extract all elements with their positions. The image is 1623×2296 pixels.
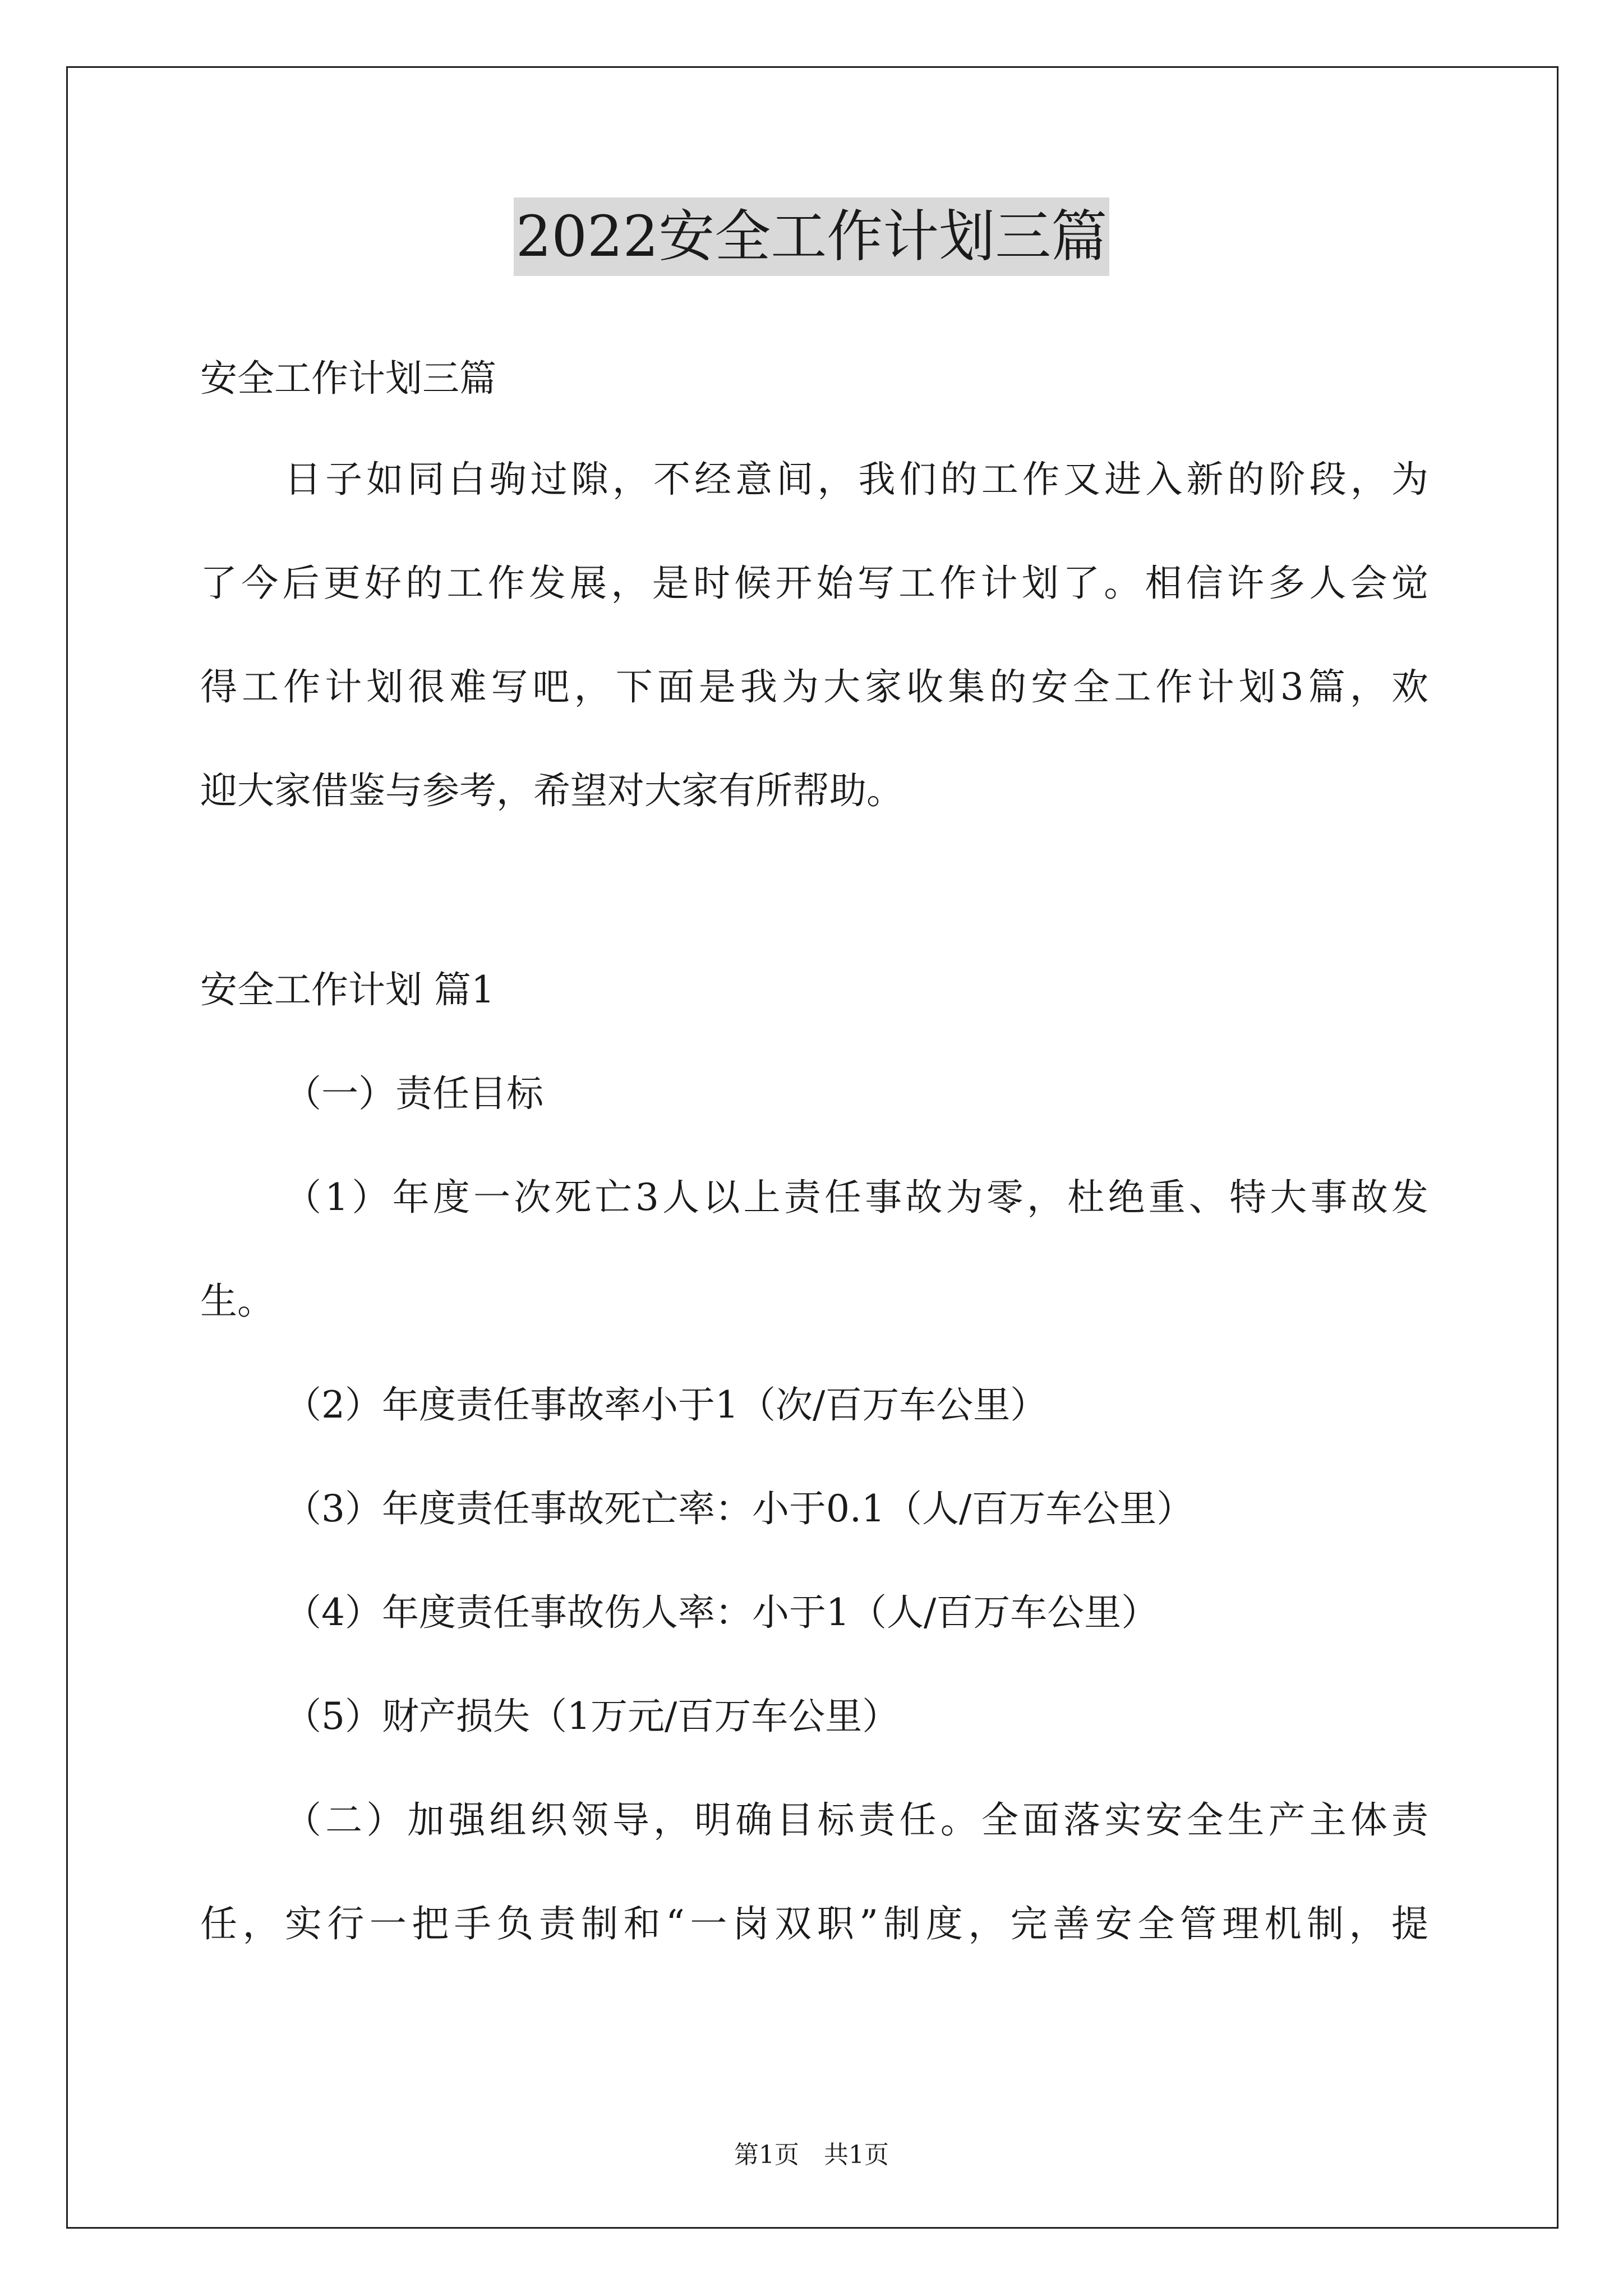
intro-line-2: 了今后更好的工作发展，是时候开始写工作计划了。相信许多人会觉 (200, 562, 1428, 605)
document-title: 2022安全工作计划三篇 (514, 197, 1110, 276)
goal-5: （5）财产损失（1万元/百万车公里） (284, 1695, 900, 1738)
organization-line-2: 任，实行一把手负责制和“一岗双职”制度，完善安全管理机制，提 (200, 1902, 1428, 1945)
responsibility-goal-heading: （一）责任目标 (284, 1072, 543, 1115)
intro-line-3: 得工作计划很难写吧，下面是我为大家收集的安全工作计划3篇，欢 (200, 665, 1428, 708)
title-container (0, 197, 1623, 276)
document-subtitle: 安全工作计划三篇 (200, 357, 496, 400)
goal-2: （2）年度责任事故率小于1（次/百万车公里） (284, 1383, 1048, 1427)
intro-line-1: 日子如同白驹过隙，不经意间，我们的工作又进入新的阶段，为 (284, 458, 1428, 501)
goal-1-line-1: （1）年度一次死亡3人以上责任事故为零，杜绝重、特大事故发 (284, 1176, 1428, 1219)
page-number-footer: 第1页 共1页 (734, 2141, 889, 2169)
goal-1-line-2: 生。 (200, 1280, 274, 1323)
goal-4: （4）年度责任事故伤人率：小于1（人/百万车公里） (284, 1591, 1159, 1634)
intro-line-4: 迎大家借鉴与参考，希望对大家有所帮助。 (200, 769, 903, 812)
goal-3: （3）年度责任事故死亡率：小于0.1（人/百万车公里） (284, 1487, 1194, 1530)
organization-line-1: （二）加强组织领导，明确目标责任。全面落实安全生产主体责 (284, 1798, 1428, 1842)
section-heading: 安全工作计划 篇1 (200, 968, 495, 1011)
